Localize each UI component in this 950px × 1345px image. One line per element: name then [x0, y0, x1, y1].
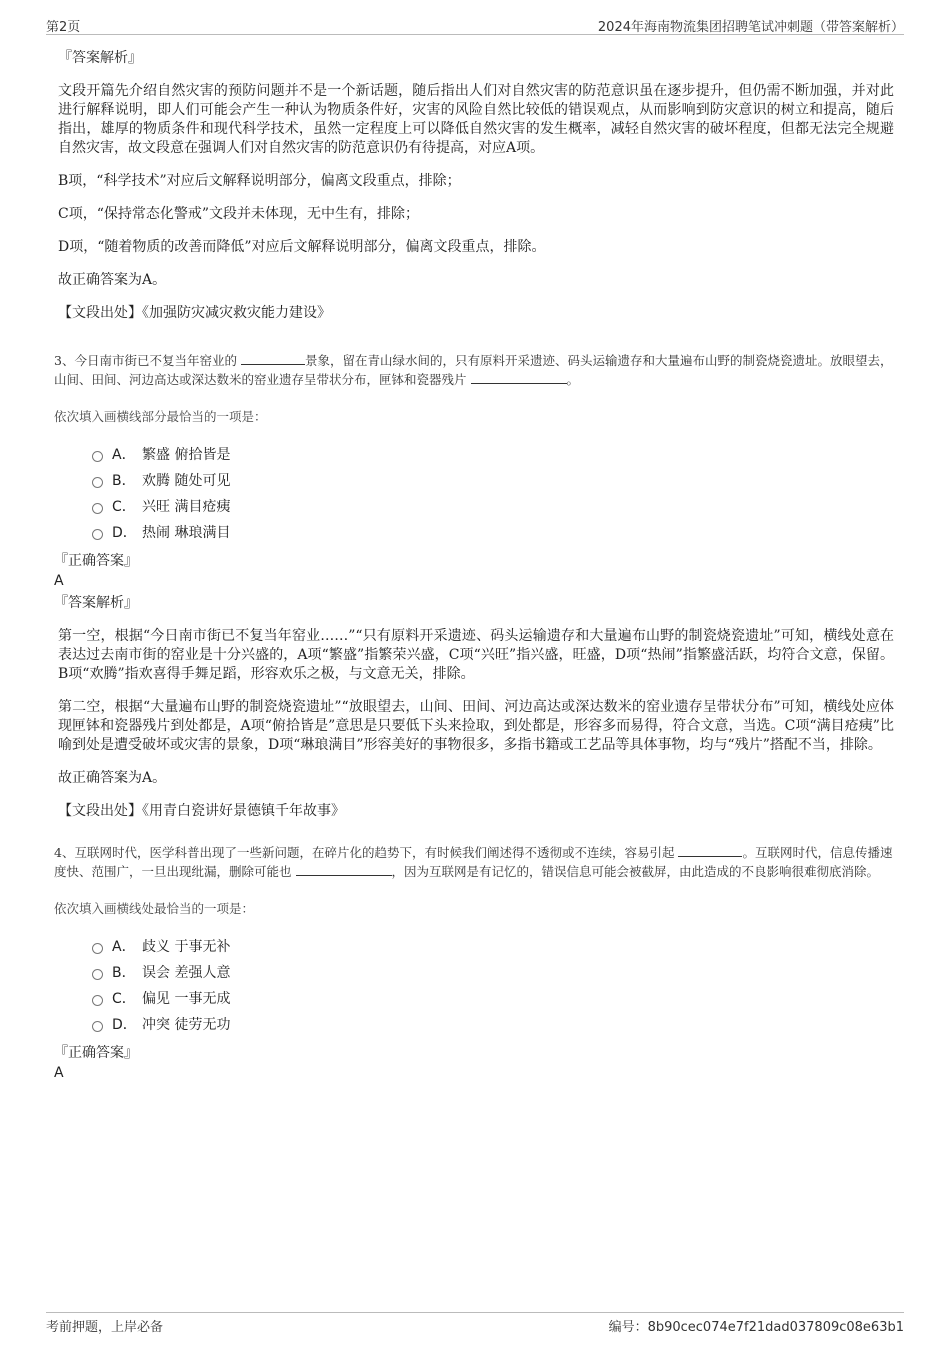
q3-analysis-blank-1: 第一空，根据“今日南市街已不复当年窑业……”“只有原料开采遗迹、码头运输遗存和大量遍布山野的制瓷烧瓷遗址”可知，横线处意在表达过去南市街的窑业是十分兴盛的，A项“繁盛”指繁荣兴盛，C项“兴旺”指兴盛，旺盛，D项“热闹”指繁盛活跃，均符合文意，保留。B项“欢腾”指欢喜得手舞足蹈，形容欢乐之极，与文意无关，排除。	[58, 628, 894, 682]
q3-prompt: 依次填入画横线部分最恰当的一项是：	[54, 409, 267, 424]
q3-blank-2	[471, 371, 567, 384]
q3-stem: 3、今日南市街已不复当年窑业的 景象，留在青山绿水间的，只有原料开采遗迹、码头运输遗存和大量遍布山野的制瓷烧瓷遗址。放眼望去，山间、田间、河边高达或深达数米的窑业遗存呈带状分布，匣钵和瓷器残片 。	[54, 353, 893, 387]
q4-stem: 4、互联网时代，医学科普出现了一些新问题，在碎片化的趋势下，有时候我们阐述得不透彻或不连续，容易引起 。互联网时代，信息传播速度快、范围广，一旦出现纰漏，删除可能也 ，因为互联网是有记忆的，错误信息可能会被截屏，由此造成的不良影响很难彻底消除。	[54, 845, 893, 879]
q3-answer-label: 『正确答案』	[54, 553, 138, 569]
document-id: 编号：8b90cec074e7f21dad037809c08e63b1	[608, 1320, 904, 1335]
page-content	[54, 44, 894, 1081]
q3-option-d[interactable]: D． 热闹 琳琅满目	[92, 519, 894, 545]
q4-prompt: 依次填入画横线处最恰当的一项是：	[54, 901, 255, 916]
q4-answer: A	[54, 1065, 64, 1081]
page-header	[46, 14, 904, 35]
q2-analysis-paragraph: 文段开篇先介绍自然灾害的预防问题并不是一个新话题，随后指出人们对自然灾害的防范意识虽在逐步提升，但仍需不断加强，并对此进行解释说明，即人们可能会产生一种认为物质条件好，灾害的风险自然比较低的错误观点，从而影响到防灾意识的树立和提高，随后指出，雄厚的物质条件和现代科学技术，虽然一定程度上可以降低自然灾害的发生概率，减轻自然灾害的破坏程度，但都无法完全规避自然灾害，故文段意在强调人们对自然灾害的防范意识仍有待提高，对应A项。	[58, 83, 894, 156]
radio-icon[interactable]	[92, 529, 103, 540]
q3-option-a[interactable]: A． 繁盛 俯拾皆是	[92, 441, 894, 467]
q4-answer-label: 『正确答案』	[54, 1045, 138, 1061]
footer-slogan: 考前押题，上岸必备	[46, 1320, 164, 1335]
q3-answer: A	[54, 573, 64, 589]
q2-analysis-label: 『答案解析』	[58, 50, 142, 66]
q4-option-b[interactable]: B． 误会 差强人意	[92, 959, 894, 985]
q4-option-a[interactable]: A． 歧义 于事无补	[92, 933, 894, 959]
q3-option-b[interactable]: B． 欢腾 随处可见	[92, 467, 894, 493]
question-3	[54, 351, 894, 613]
radio-icon[interactable]	[92, 969, 103, 980]
q3-option-c[interactable]: C． 兴旺 满目疮痍	[92, 493, 894, 519]
page-number: 第2页	[46, 20, 81, 35]
radio-icon[interactable]	[92, 477, 103, 488]
page-footer	[46, 1312, 904, 1335]
q3-source: 【文段出处】《用青白瓷讲好景德镇千年故事》	[58, 803, 345, 819]
q4-option-d[interactable]: D． 冲突 徒劳无功	[92, 1011, 894, 1037]
q3-analysis-label: 『答案解析』	[54, 595, 138, 611]
q2-option-c-analysis: C项，“保持常态化警戒”文段并未体现，无中生有，排除；	[58, 206, 420, 222]
q2-option-d-analysis: D项，“随着物质的改善而降低”对应后文解释说明部分，偏离文段重点，排除。	[58, 239, 546, 255]
radio-icon[interactable]	[92, 995, 103, 1006]
question-4	[54, 843, 894, 1081]
document-title: 2024年海南物流集团招聘笔试冲刺题（带答案解析）	[597, 20, 904, 35]
q4-option-c[interactable]: C． 偏见 一事无成	[92, 985, 894, 1011]
q4-blank-1	[678, 844, 742, 857]
q4-blank-2	[296, 863, 392, 876]
q2-source: 【文段出处】《加强防灾减灾救灾能力建设》	[58, 305, 331, 321]
q3-conclusion: 故正确答案为A。	[58, 770, 167, 786]
q2-option-b-analysis: B项，“科学技术”对应后文解释说明部分，偏离文段重点，排除；	[58, 173, 461, 189]
radio-icon[interactable]	[92, 943, 103, 954]
radio-icon[interactable]	[92, 1021, 103, 1032]
q3-blank-1	[241, 352, 305, 365]
radio-icon[interactable]	[92, 451, 103, 462]
radio-icon[interactable]	[92, 503, 103, 514]
q4-options	[92, 933, 894, 1037]
q2-conclusion: 故正确答案为A。	[58, 272, 167, 288]
q3-options	[92, 441, 894, 545]
q3-analysis-blank-2: 第二空，根据“大量遍布山野的制瓷烧瓷遗址”“放眼望去，山间、田间、河边高达或深达数米的窑业遗存呈带状分布”可知，横线处应体现匣钵和瓷器残片到处都是，A项“俯拾皆是”意思是只要低下头来捡取，到处都是，形容多而易得，符合文意，当选。C项“满目疮痍”比喻到处是遭受破坏或灾害的景象，D项“琳琅满目”形容美好的事物很多，多指书籍或工艺品等具体事物，均与“残片”搭配不当，排除。	[58, 699, 894, 753]
